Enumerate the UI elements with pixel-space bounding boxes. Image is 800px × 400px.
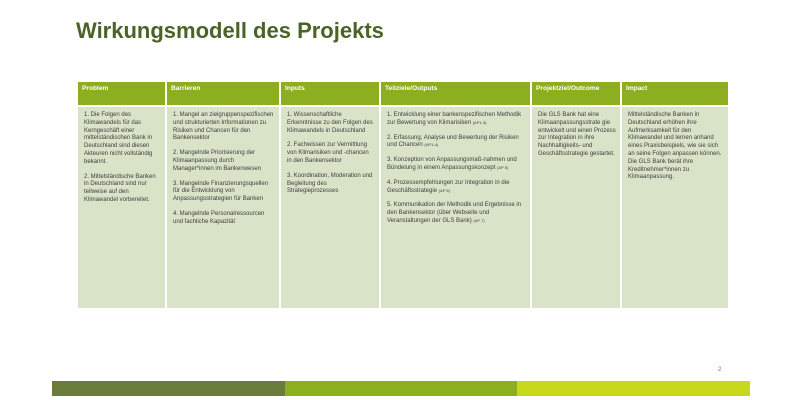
impact-model-table — [78, 82, 722, 308]
output-item-5-text: 5. Kommunikation der Methodik und Ergebnisse in den Bankensektor (über Webseite und Veranstaltungen der GLS Bank) — [387, 202, 522, 224]
page-title: Wirkungsmodell des Projekts — [76, 18, 384, 43]
cell-problem — [78, 107, 165, 308]
output-item-4-text: 4. Prozessempfehlungen zur Integration in die Geschäftsstrategie — [387, 179, 510, 194]
impact-item-1: Mittelständische Banken in Deutschland erhöhen ihre Aufmerksamkeit für den Klimawandel und lernen anhand eines Praxisbeispiels, wie sie sich an seine Folgen anpassen können. — [628, 112, 722, 157]
output-item-3 — [387, 157, 526, 173]
input-item-2: 2. Fachwissen zur Vermittlung von Klimarisiken und -chancen in den Bankensektor — [287, 142, 369, 164]
barrier-item-4: 4. Mangelnde Personalressourcen und fachliche Kapazität — [173, 210, 265, 225]
output-item-3-ref: (AP 5) — [497, 164, 509, 170]
output-item-4-ref: (AP 6) — [438, 187, 450, 193]
header-inputs: Inputs — [281, 82, 379, 107]
footer-bar-light — [517, 381, 750, 396]
output-item-4 — [387, 180, 526, 196]
output-item-5-ref: (AP 7) — [473, 217, 485, 223]
footer-bar-mid — [285, 381, 517, 396]
input-item-3: 3. Koordination, Moderation und Begleitung des Strategieprozesses — [287, 172, 373, 195]
output-item-2 — [387, 135, 526, 151]
header-impact: Impact — [622, 82, 728, 107]
header-problem: Problem — [78, 82, 165, 107]
barrier-item-2: 2. Mangelnde Priorisierung der Klimaanpassung durch Manager*innen im Bankenwesen — [173, 150, 262, 172]
input-item-1: 1. Wissenschaftliche Erkenntnisse zu den Folgen des Klimawandels in Deutschland — [287, 112, 373, 134]
cell-outputs — [381, 107, 530, 308]
page-number: 2 — [718, 367, 722, 373]
cell-inputs — [281, 107, 379, 308]
header-barrieren: Barrieren — [167, 82, 279, 107]
output-item-3-text: 3. Konzeption von Anpassungsmaß-nahmen und Bündelung in einem Anpassungskonzept — [387, 157, 517, 171]
outcome-item-1: Die GLS Bank hat eine Klimaanpassungsstrate gie entwickelt und einen Prozess zur Integration in ihre Nachhaltigkeits- und Geschäftsstrategie gestartet. — [538, 112, 616, 157]
cell-outcome — [532, 107, 620, 308]
problem-item-2: 2. Mittelständische Banken in Deutschland sind nur teilweise auf den Klimawandel vorbereitet. — [84, 173, 156, 203]
impact-item-2: Die GLS Bank berät ihre Kreditnehmer*innen zu Klimaanpassung. — [628, 158, 694, 181]
problem-item-1: 1. Die Folgen des Klimawandels für das Kerngeschäft einer mittelständischen Bank in Deutschland sind diesen Akteuren nicht vollständig bekannt. — [84, 112, 153, 165]
output-item-1-text: 1. Entwicklung einer bankenspezifischen Methodik zur Bewertung von Klimarisiken — [387, 112, 522, 126]
output-item-2-ref: (AP1-4) — [424, 142, 439, 148]
cell-impact — [622, 107, 728, 308]
output-item-2-text: 2. Erfassung, Analyse und Bewertung der Risiken und Chancen — [387, 134, 519, 149]
output-item-1-ref: (AP1-3) — [472, 119, 487, 125]
footer-bar-dark — [52, 381, 285, 396]
output-item-1 — [387, 112, 526, 128]
header-outputs: Teilziele/Outputs — [381, 82, 530, 107]
barrier-item-3: 3. Mangelnde Finanzierungsquellen für die Entwicklung von Anpassungsstrategien für Banken — [173, 180, 269, 203]
barrier-item-1: 1. Mangel an zielgruppenspezifischen und strukturierten Informationen zu Risiken und Chancen für den Bankensektor — [173, 112, 274, 142]
header-outcome: Projektziel/Outcome — [532, 82, 620, 107]
cell-barrieren — [167, 107, 279, 308]
output-item-5 — [387, 202, 526, 225]
